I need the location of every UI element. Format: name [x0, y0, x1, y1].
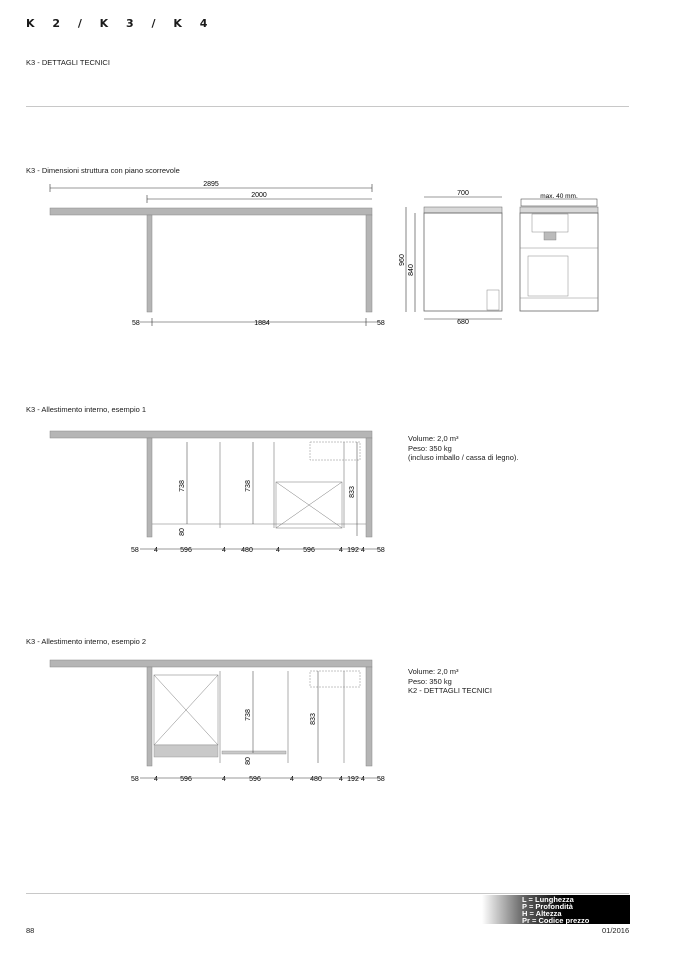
left-panel [147, 215, 152, 312]
footer-date: 01/2016 [602, 926, 630, 935]
dim-label: 58 [131, 776, 139, 783]
info-block-2 [408, 667, 492, 696]
layout-example-1 [0, 428, 400, 560]
dim-label: 4 [222, 547, 226, 554]
info-volume: Volume: 2,0 m³ [408, 434, 459, 443]
legend-line: L = Lunghezza [522, 895, 574, 904]
sliding-top [50, 208, 372, 215]
dim-label: 4 [290, 776, 294, 783]
legend-line: Pr = Codice prezzo [522, 916, 590, 925]
header-divider [26, 106, 629, 107]
dim-label: 58 [377, 547, 385, 554]
section2-title: K3 - Allestimento interno, esempio 1 [26, 405, 147, 414]
dim-label: 4 [154, 776, 158, 783]
dim-label: 58 [377, 776, 385, 783]
dim-label: 58 [131, 547, 139, 554]
page-subtitle: K3 - DETTAGLI TECNICI [26, 58, 110, 67]
legend-line: H = Altezza [522, 909, 562, 918]
dim-960: 960 [399, 254, 406, 266]
side-top [424, 207, 502, 213]
side-body [424, 213, 502, 311]
dim-2895: 2895 [203, 181, 219, 188]
dim-label: 4 [361, 776, 365, 783]
info-weight: Peso: 350 kg [408, 676, 452, 686]
structure-drawing [0, 178, 678, 338]
right-panel [366, 215, 372, 312]
dim-833: 833 [310, 713, 317, 725]
section1-title: K3 - Dimensioni struttura con piano scorrevole [26, 166, 180, 175]
info-note: (incluso imballo / cassa di legno). [408, 453, 519, 462]
dim-58-left: 58 [132, 320, 140, 327]
dim-738-a: 738 [179, 480, 186, 492]
dim-label: 596 [180, 776, 192, 783]
info-volume: Volume: 2,0 m³ [408, 667, 459, 676]
legend-line: P = Profondità [522, 902, 573, 911]
dim-840: 840 [408, 264, 415, 276]
dim-label: 596 [249, 776, 261, 783]
brand-header: K 2 / K 3 / K 4 [26, 17, 215, 30]
dim-label: 596 [303, 547, 315, 554]
info-weight: Peso: 350 kg [408, 443, 452, 453]
dim-833: 833 [349, 486, 356, 498]
dim-58-right: 58 [377, 320, 385, 327]
info-note: K2 - DETTAGLI TECNICI [408, 686, 492, 695]
max-40mm-label: max. 40 mm. [540, 193, 578, 200]
dim-label: 4 [361, 547, 365, 554]
layout-example-2 [0, 657, 400, 789]
dim-label: 4 [339, 547, 343, 554]
dim-label: 4 [276, 547, 280, 554]
dim-738: 738 [245, 709, 252, 721]
section-body [520, 213, 598, 311]
dim-80: 80 [245, 757, 252, 765]
legend-box [482, 895, 630, 924]
dim-label: 596 [180, 547, 192, 554]
dim-label: 192 [347, 547, 359, 554]
dim-label: 4 [339, 776, 343, 783]
info-block-1 [408, 434, 518, 463]
dim-700: 700 [457, 190, 469, 197]
footer-divider [26, 893, 629, 894]
page-number: 88 [26, 926, 35, 935]
section3-title: K3 - Allestimento interno, esempio 2 [26, 637, 147, 646]
dim-label: 192 [347, 776, 359, 783]
dim-label: 4 [222, 776, 226, 783]
dim-label: 480 [310, 776, 322, 783]
dim-label: 4 [154, 547, 158, 554]
dim-680: 680 [457, 319, 469, 326]
dim-738-b: 738 [245, 480, 252, 492]
dim-2000: 2000 [251, 192, 267, 199]
dim-1884: 1884 [254, 320, 270, 327]
dim-label: 480 [241, 547, 253, 554]
dim-80: 80 [179, 528, 186, 536]
